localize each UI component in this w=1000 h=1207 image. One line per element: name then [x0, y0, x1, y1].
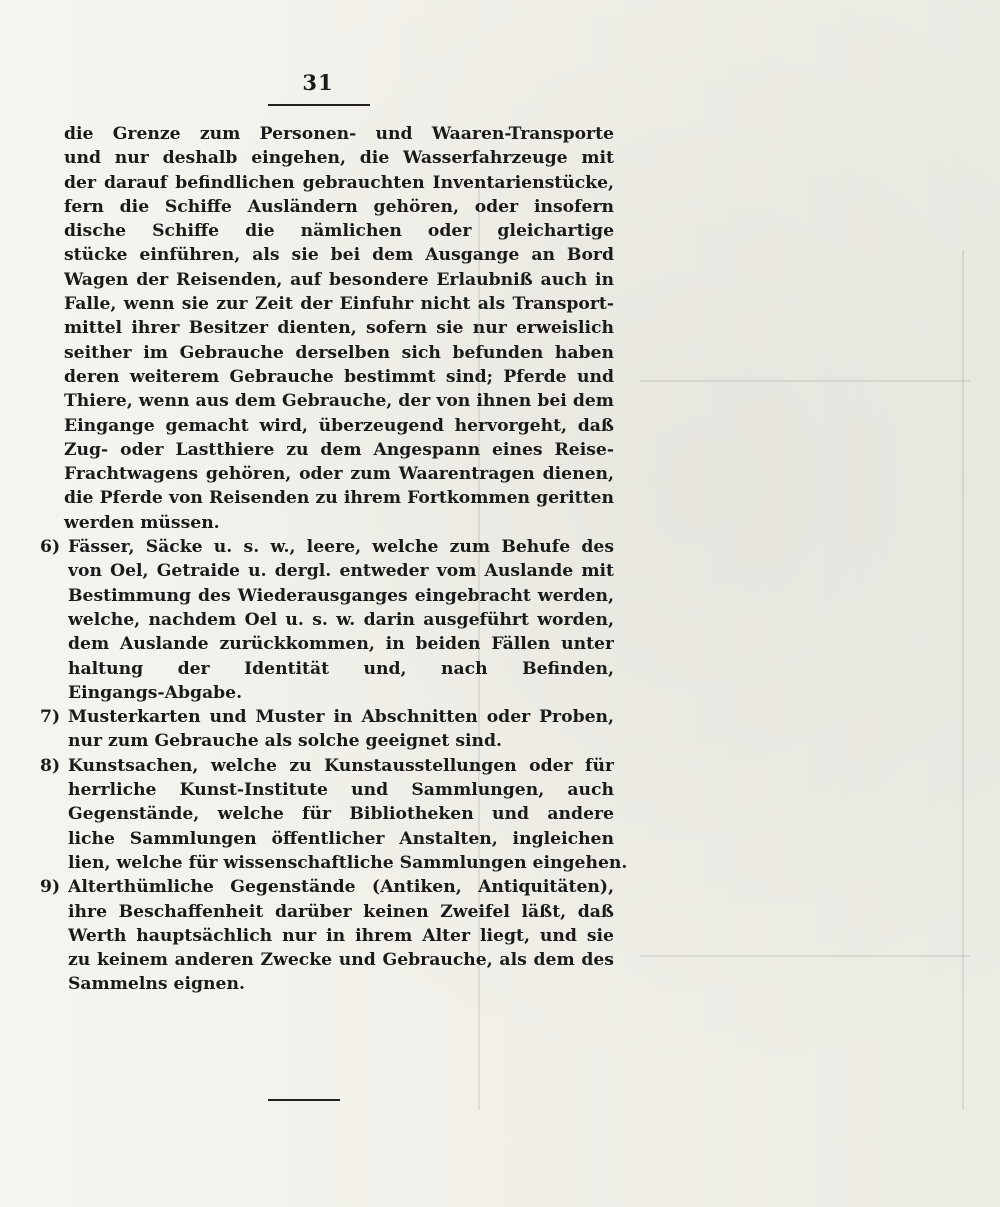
item-number: 7) [40, 707, 61, 728]
text-line: haltung der Identität und, nach Befinden, [68, 658, 614, 679]
text-line: Eingange gemacht wird, überzeugend hervorgeht, daß [64, 415, 614, 436]
text-line: seither im Gebrauche derselben sich befunden haben [64, 342, 614, 363]
text-line: die Grenze zum Personen- und Waaren-Transporte [64, 124, 614, 144]
text-line: fern die Schiffe Ausländern gehören, oder insofern [64, 196, 614, 217]
text-line: welche, nachdem Oel u. s. w. darin ausgeführt worden, [68, 609, 614, 630]
text-line: Kunstsachen, welche zu Kunstausstellungen oder für [68, 755, 614, 776]
item-number: 8) [40, 755, 61, 776]
text-line: Thiere, wenn aus dem Gebrauche, der von ihnen bei dem [64, 391, 614, 412]
text-line: dem Auslande zurückkommen, in beiden Fällen unter [68, 634, 614, 655]
page-number: 31 [302, 70, 334, 95]
text-line: dische Schiffe die nämlichen oder gleichartige [64, 221, 614, 242]
text-line: Sammelns eignen. [68, 974, 245, 995]
list-item [40, 754, 628, 875]
text-line: und nur deshalb eingehen, die Wasserfahrzeuge mit [64, 148, 614, 169]
text-line: von Oel, Getraide u. dergl. entweder vom Auslande mit [68, 561, 614, 582]
text-line: Bestimmung des Wiederausganges eingebracht werden, [68, 585, 614, 606]
footer-rule [268, 1099, 340, 1101]
text-line: Zug- oder Lastthiere zu dem Angespann eines Reise- [64, 439, 614, 460]
text-line: stücke einführen, als sie bei dem Ausgange an Bord [64, 245, 614, 266]
text-line: werden müssen. [64, 512, 220, 533]
text-line: Falle, wenn sie zur Zeit der Einfuhr nicht als Transport- [64, 294, 614, 315]
text-line: nur zum Gebrauche als solche geeignet sind. [68, 731, 503, 752]
list-item [40, 535, 614, 705]
text-line: Alterthümliche Gegenstände (Antiken, Antiquitäten), [68, 877, 614, 898]
bleed-through-horizontal-rule-lower [640, 955, 970, 957]
text-line: zu keinem anderen Zwecke und Gebrauche, als dem des [68, 950, 614, 971]
text-line: mittel ihrer Besitzer dienten, sofern sie nur erweislich [64, 318, 614, 339]
text-line: lien, welche für wissenschaftliche Sammlungen eingehen. [68, 852, 628, 873]
text-line: Gegenstände, welche für Bibliotheken und andere [68, 804, 614, 825]
bleed-through-horizontal-rule [640, 380, 970, 382]
body-text [40, 122, 628, 997]
bleed-through-vertical-rule-right [962, 250, 964, 1110]
list-item [40, 875, 614, 996]
text-line: ihre Beschaffenheit darüber keinen Zweifel läßt, daß [68, 901, 614, 922]
text-line: die Pferde von Reisenden zu ihrem Fortkommen geritten [64, 488, 614, 509]
text-line: Frachtwagens gehören, oder zum Waarentragen dienen, [64, 464, 614, 485]
text-line: der darauf befindlichen gebrauchten Inventarienstücke, [64, 172, 614, 193]
text-line: deren weiterem Gebrauche bestimmt sind; Pferde und [64, 366, 614, 387]
text-line: Wagen der Reisenden, auf besondere Erlaubniß auch in [64, 269, 614, 290]
text-line: Eingangs-Abgabe. [68, 682, 243, 703]
text-line: herrliche Kunst-Institute und Sammlungen, auch [68, 780, 614, 801]
text-line: Musterkarten und Muster in Abschnitten oder Proben, [68, 707, 614, 728]
header-rule [268, 104, 370, 106]
text-line: Werth hauptsächlich nur in ihrem Alter liegt, und sie [68, 925, 614, 946]
item-number: 6) [40, 537, 61, 558]
paragraph-intro [64, 122, 614, 535]
text-line: liche Sammlungen öffentlicher Anstalten, ingleichen [68, 828, 614, 849]
text-line: Fässer, Säcke u. s. w., leere, welche zum Behufe des [68, 537, 614, 558]
item-number: 9) [40, 877, 61, 898]
list-item [40, 705, 614, 754]
